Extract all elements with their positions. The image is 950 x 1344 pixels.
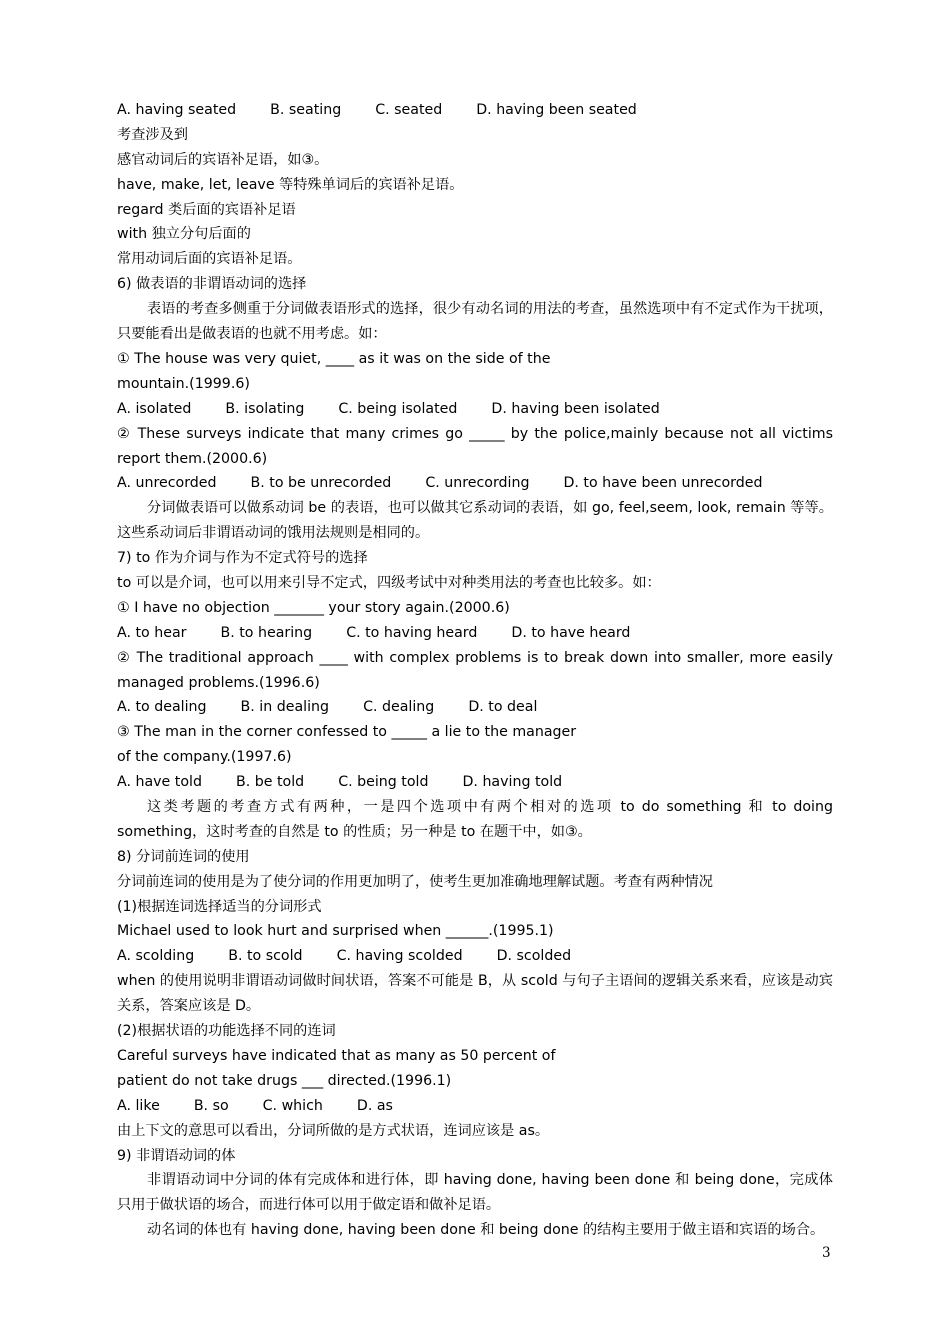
text-line: 9) 非谓语动词的体 <box>117 1147 236 1164</box>
paragraph: ② The traditional approach ____ with complex problems is to break down into smaller, more easily managed problems.(1996.6) <box>117 649 833 691</box>
answer-options <box>117 621 833 646</box>
answer-option: D. as <box>356 1097 393 1114</box>
text-line: Careful surveys have indicated that as many as 50 percent of <box>117 1047 556 1064</box>
paragraph: 分词做表语可以做系动词 be 的表语，也可以做其它系动词的表语，如 go, feel,seem, look, remain 等等。这些系动词后非谓语动词的饿用法规则是相同的。 <box>117 500 833 542</box>
text-line: ① I have no objection _______ your story again.(2000.6) <box>117 599 510 616</box>
text-line: Michael used to look hurt and surprised when ______.(1995.1) <box>117 923 554 940</box>
text-line: of the company.(1997.6) <box>117 749 292 766</box>
text-line: 由上下文的意思可以看出，分词所做的是方式状语，连词应该是 as。 <box>117 1122 550 1139</box>
text-line: 7) to 作为介词与作为不定式符号的选择 <box>117 550 368 567</box>
text-line: regard 类后面的宾语补足语 <box>117 201 296 218</box>
paragraph: ② These surveys indicate that many crimes go _____ by the police,mainly because not all victims report them.(2000.6) <box>117 425 833 467</box>
answer-option: A. have told <box>117 774 202 791</box>
text-line: 动名词的体也有 having done, having been done 和 being done 的结构主要用于做主语和宾语的场合。 <box>147 1222 825 1239</box>
paragraph: 非谓语动词中分词的体有完成体和进行体，即 having done, having been done 和 being done，完成体只用于做状语的场合，而进行体可以用于做定语和做补足语。 <box>117 1172 833 1214</box>
text-line: (2)根据状语的功能选择不同的连词 <box>117 1023 336 1040</box>
text-line: 考查涉及到 <box>117 126 188 143</box>
answer-option: B. so <box>193 1097 229 1114</box>
answer-option: A. having seated <box>117 102 237 118</box>
answer-option: C. dealing <box>363 699 435 716</box>
answer-options <box>117 98 833 123</box>
answer-option: B. to scold <box>228 948 303 965</box>
answer-option: A. like <box>117 1097 160 1114</box>
answer-option: D. to have been unrecorded <box>563 475 763 492</box>
paragraph: 这类考题的考查方式有两种，一是四个选项中有两个相对的选项 to do something 和 to doing something，这时考查的自然是 to 的性质；另一种是 to 在题干中，如③。 <box>117 799 833 840</box>
text-line: patient do not take drugs ___ directed.(1996.1) <box>117 1072 452 1089</box>
answer-option: C. which <box>262 1097 323 1114</box>
document-body <box>117 98 833 1243</box>
answer-option: B. in dealing <box>240 699 330 716</box>
answer-options <box>117 695 833 720</box>
answer-option: A. unrecorded <box>117 475 217 492</box>
answer-option: A. to hear <box>117 624 187 641</box>
paragraph: when 的使用说明非谓语动词做时间状语，答案不可能是 B，从 scold 与句子主语间的逻辑关系来看，应该是动宾关系，答案应该是 D。 <box>117 973 833 1015</box>
text-line: to 可以是介词，也可以用来引导不定式，四级考试中对种类用法的考查也比较多。如： <box>117 574 661 591</box>
text-line: ③ The man in the corner confessed to _____ a lie to the manager <box>117 724 577 741</box>
text-line: 分词前连词的使用是为了使分词的作用更加明了，使考生更加准确地理解试题。考查有两种情况 <box>117 873 713 890</box>
answer-option: D. having been isolated <box>491 400 660 417</box>
answer-option: A. to dealing <box>117 699 207 716</box>
answer-option: B. to be unrecorded <box>250 475 392 492</box>
text-line: (1)根据连词选择适当的分词形式 <box>117 898 322 915</box>
answer-option: C. unrecording <box>425 475 530 492</box>
text-line: have, make, let, leave 等特殊单词后的宾语补足语。 <box>117 176 464 193</box>
answer-option: D. having told <box>462 774 563 791</box>
answer-option: B. be told <box>236 774 305 791</box>
answer-option: C. being told <box>338 774 429 791</box>
answer-options <box>117 770 833 795</box>
answer-option: C. seated <box>375 102 443 118</box>
answer-option: C. to having heard <box>346 624 478 641</box>
text-line: 6) 做表语的非谓语动词的选择 <box>117 276 307 293</box>
text-line: with 独立分句后面的 <box>117 226 251 243</box>
answer-option: D. to have heard <box>511 624 631 641</box>
text-line: 8) 分词前连词的使用 <box>117 848 250 865</box>
answer-options <box>117 944 833 969</box>
answer-option: A. scolding <box>117 948 195 965</box>
answer-option: B. to hearing <box>220 624 313 641</box>
answer-option: B. seating <box>270 102 342 118</box>
answer-option: D. to deal <box>468 699 538 716</box>
page-number: 3 <box>822 1245 831 1261</box>
answer-option: D. scolded <box>496 948 572 965</box>
answer-option: A. isolated <box>117 400 192 417</box>
answer-options <box>117 471 833 496</box>
paragraph: 表语的考查多侧重于分词做表语形式的选择，很少有动名词的用法的考查，虽然选项中有不定式作为干扰项，只要能看出是做表语的也就不用考虑。如： <box>117 301 833 343</box>
text-line: ① The house was very quiet, ____ as it was on the side of the <box>117 350 551 367</box>
answer-option: C. being isolated <box>338 400 458 417</box>
text-line: 感官动词后的宾语补足语，如③。 <box>117 151 329 168</box>
answer-option: D. having been seated <box>476 102 637 118</box>
text-line: mountain.(1999.6) <box>117 375 250 392</box>
text-line: 常用动词后面的宾语补足语。 <box>117 251 302 268</box>
answer-options <box>117 397 833 422</box>
answer-options <box>117 1094 833 1119</box>
answer-option: B. isolating <box>225 400 305 417</box>
answer-option: C. having scolded <box>336 948 463 965</box>
